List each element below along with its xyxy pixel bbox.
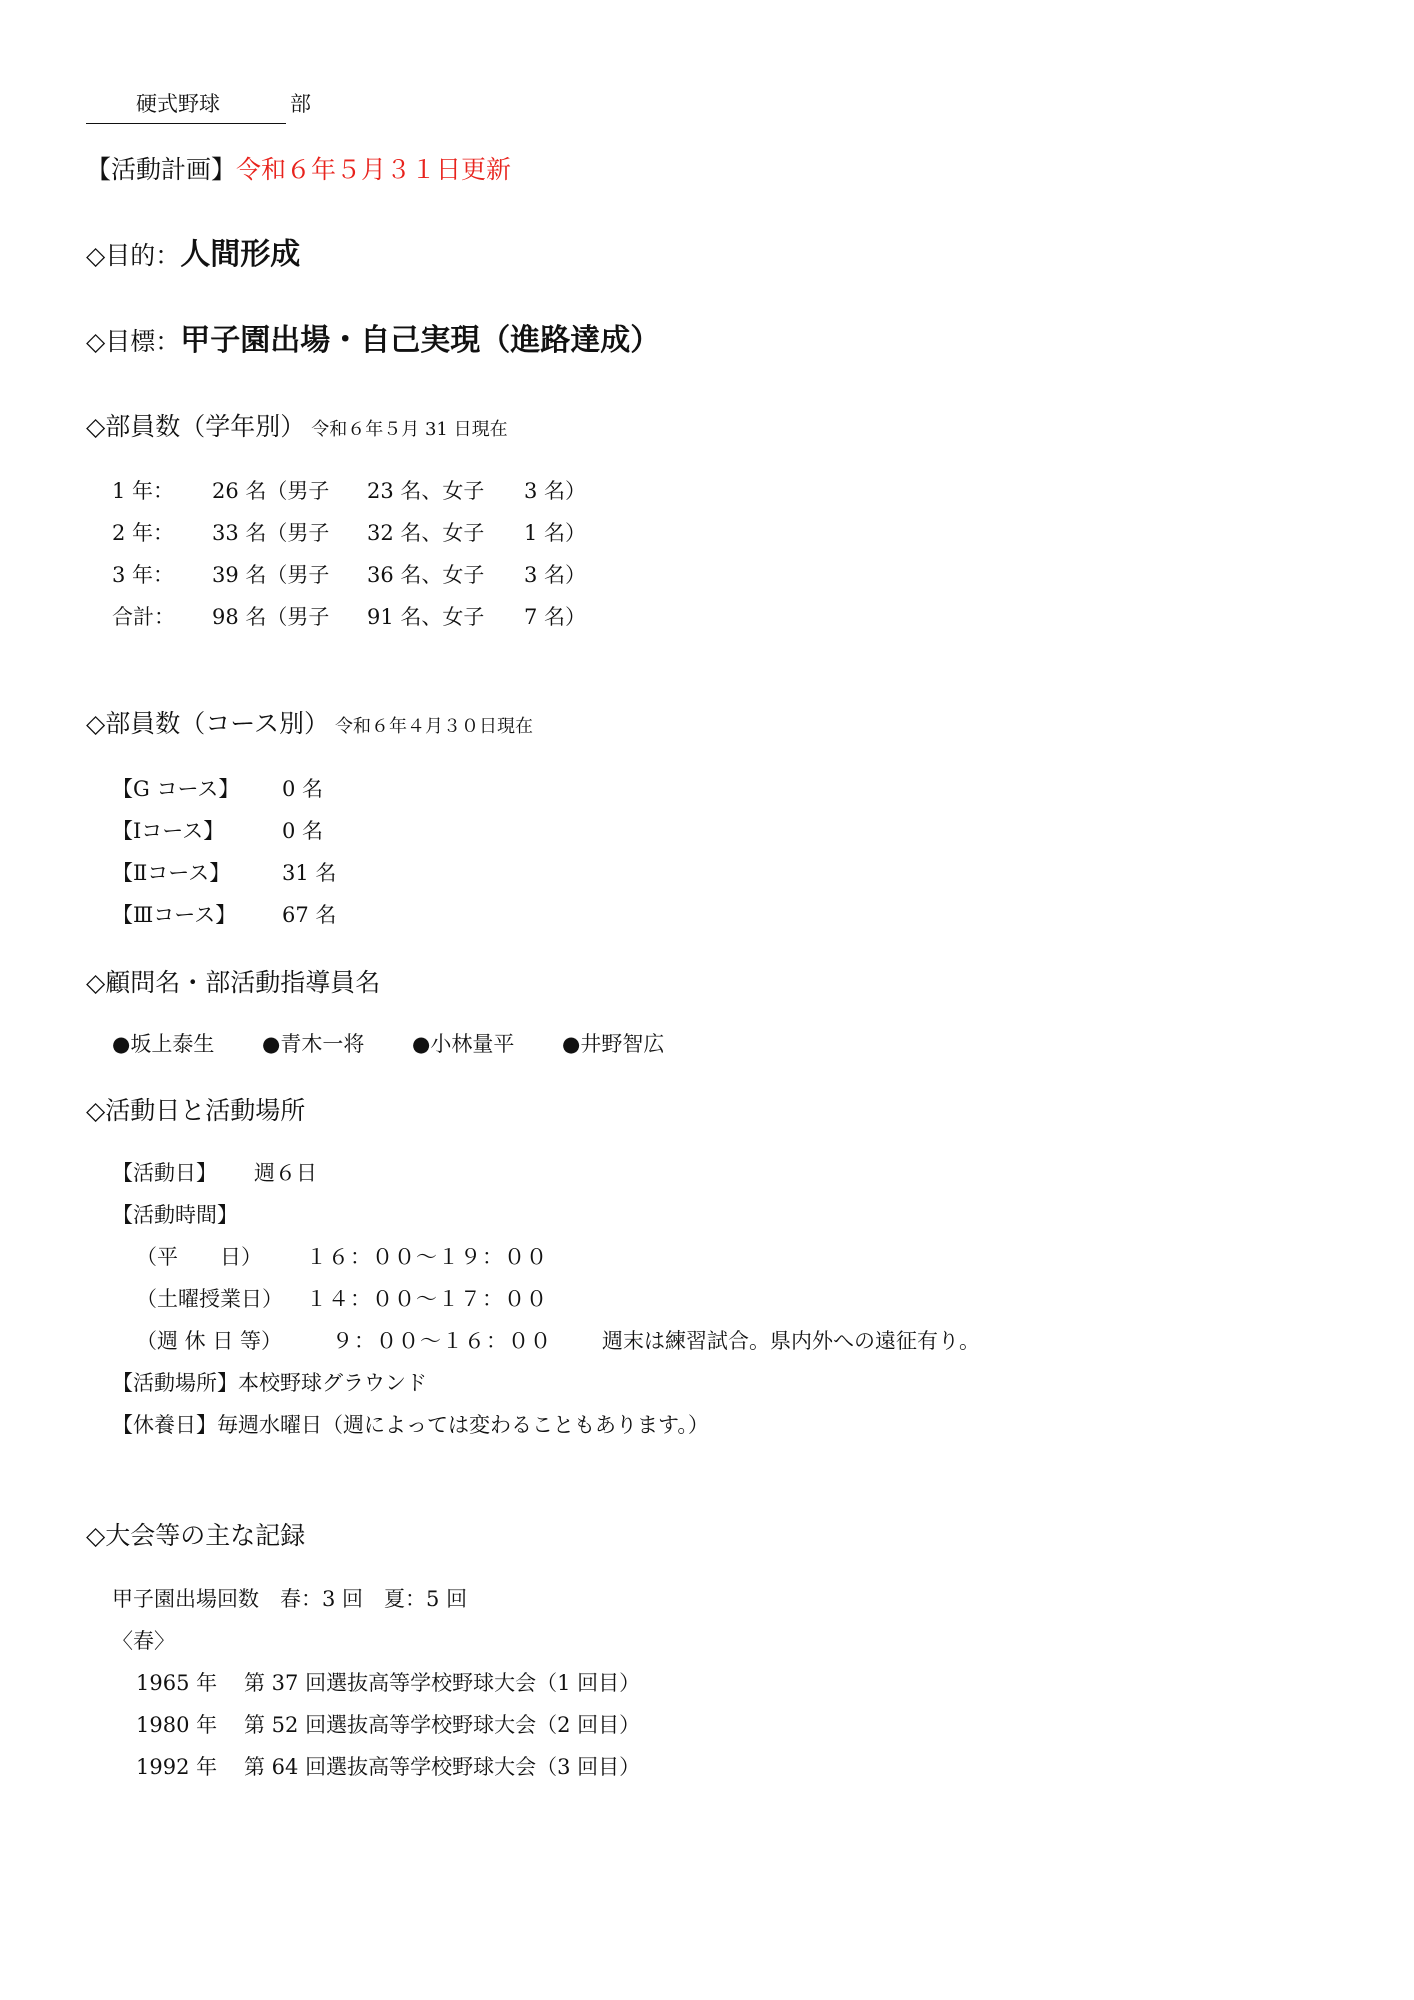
grade-male: 36 名、女子 [367, 563, 485, 587]
course-row [112, 863, 336, 884]
schedule-time: １６：００～１９：００ [306, 1245, 548, 1269]
grade-row [112, 481, 586, 502]
advisor-name: ●小林量平 [412, 1032, 515, 1056]
course-row [112, 905, 336, 926]
course-row [112, 821, 323, 842]
activity-days-value: 週６日 [254, 1161, 317, 1185]
record-event: 第 64 回選抜高等学校野球大会（3 回目） [244, 1755, 641, 1779]
grade-male: 23 名、女子 [367, 479, 485, 503]
grade-row [112, 523, 586, 544]
grade-label: 3 年： [112, 563, 175, 587]
activity-rest-value: 毎週水曜日（週によっては変わることもあります。） [217, 1413, 709, 1437]
club-name: 硬式野球 [86, 94, 286, 124]
grade-total: 26 名（男子 [212, 479, 330, 503]
activity-rest-label: 【休養日】 [112, 1413, 217, 1437]
grade-total: 98 名（男子 [212, 605, 330, 629]
grade-label: 合計： [112, 605, 175, 629]
advisors-heading: ◇顧問名・部活動指導員名 [86, 968, 381, 997]
record-row [136, 1715, 640, 1736]
advisor-name: ●井野智広 [562, 1032, 665, 1056]
koshien-count: 甲子園出場回数 春：3 回 夏：5 回 [112, 1587, 468, 1611]
course-count: 0 名 [282, 819, 324, 843]
activity-days-label: 【活動日】 [112, 1161, 217, 1185]
course-label: 【Ⅰコース】 [112, 819, 225, 843]
advisor-name: ●青木一将 [262, 1032, 365, 1056]
club-suffix: 部 [290, 92, 311, 116]
course-count: 0 名 [282, 777, 324, 801]
goal-row [86, 323, 661, 358]
course-label: 【G コース】 [112, 777, 240, 801]
advisor-name: ●坂上泰生 [112, 1032, 215, 1056]
schedule-note: 週末は練習試合。県内外への遠征有り。 [602, 1329, 980, 1353]
goal-label: ◇目標： [86, 327, 181, 356]
purpose-label: ◇目的： [86, 241, 181, 270]
updated-date: 令和６年５月３１日更新 [236, 155, 512, 184]
grade-female: 1 名） [524, 521, 587, 545]
advisors-list [112, 1034, 664, 1055]
grade-row [112, 607, 586, 628]
members-course-title: ◇部員数（コース別） [86, 709, 329, 738]
course-count: 31 名 [282, 861, 337, 885]
grade-label: 2 年： [112, 521, 175, 545]
record-event: 第 37 回選抜高等学校野球大会（1 回目） [244, 1671, 641, 1695]
grade-total: 33 名（男子 [212, 521, 330, 545]
members-grade-heading [86, 414, 508, 439]
activity-heading: ◇活動日と活動場所 [86, 1096, 306, 1125]
members-grade-title: ◇部員数（学年別） [86, 412, 306, 441]
activity-place-label: 【活動場所】 [112, 1371, 238, 1395]
course-label: 【Ⅱコース】 [112, 861, 231, 885]
schedule-label: （平 日） [136, 1245, 262, 1269]
record-year: 1992 年 [136, 1755, 218, 1779]
activity-rest-row [112, 1415, 709, 1436]
course-label: 【Ⅲコース】 [112, 903, 237, 927]
grade-female: 3 名） [524, 563, 587, 587]
course-row [112, 779, 323, 800]
records-heading: ◇大会等の主な記録 [86, 1521, 306, 1550]
club-header [86, 94, 311, 124]
record-event: 第 52 回選抜高等学校野球大会（2 回目） [244, 1713, 641, 1737]
grade-male: 91 名、女子 [367, 605, 485, 629]
activity-place-value: 本校野球グラウンド [238, 1371, 427, 1395]
grade-male: 32 名、女子 [367, 521, 485, 545]
members-course-asof: 令和６年４月３０日現在 [334, 716, 533, 737]
record-year: 1980 年 [136, 1713, 218, 1737]
grade-female: 3 名） [524, 479, 587, 503]
plan-label: 【活動計画】 [86, 155, 237, 184]
schedule-row [136, 1331, 980, 1352]
goal-value: 甲子園出場・自己実現（進路達成） [180, 323, 661, 358]
activity-time-label: 【活動時間】 [112, 1203, 238, 1227]
plan-header [86, 157, 511, 182]
grade-row [112, 565, 586, 586]
record-row [136, 1757, 640, 1778]
activity-days-row [112, 1163, 317, 1184]
activity-place-row [112, 1373, 427, 1394]
schedule-time: １４：００～１７：００ [306, 1287, 548, 1311]
spring-label: 〈春〉 [112, 1629, 175, 1653]
grade-total: 39 名（男子 [212, 563, 330, 587]
members-course-heading [86, 711, 533, 736]
schedule-row [136, 1247, 548, 1268]
course-count: 67 名 [282, 903, 337, 927]
schedule-row [136, 1289, 548, 1310]
grade-female: 7 名） [524, 605, 587, 629]
purpose-row [86, 237, 301, 272]
purpose-value: 人間形成 [180, 237, 301, 272]
schedule-label: （土曜授業日） [136, 1287, 283, 1311]
record-year: 1965 年 [136, 1671, 218, 1695]
members-grade-asof: 令和６年５月 31 日現在 [311, 419, 508, 440]
record-row [136, 1673, 640, 1694]
grade-label: 1 年： [112, 479, 175, 503]
schedule-label: （週 休 日 等） [136, 1329, 283, 1353]
schedule-time: ９：００～１６：００ [332, 1329, 552, 1353]
